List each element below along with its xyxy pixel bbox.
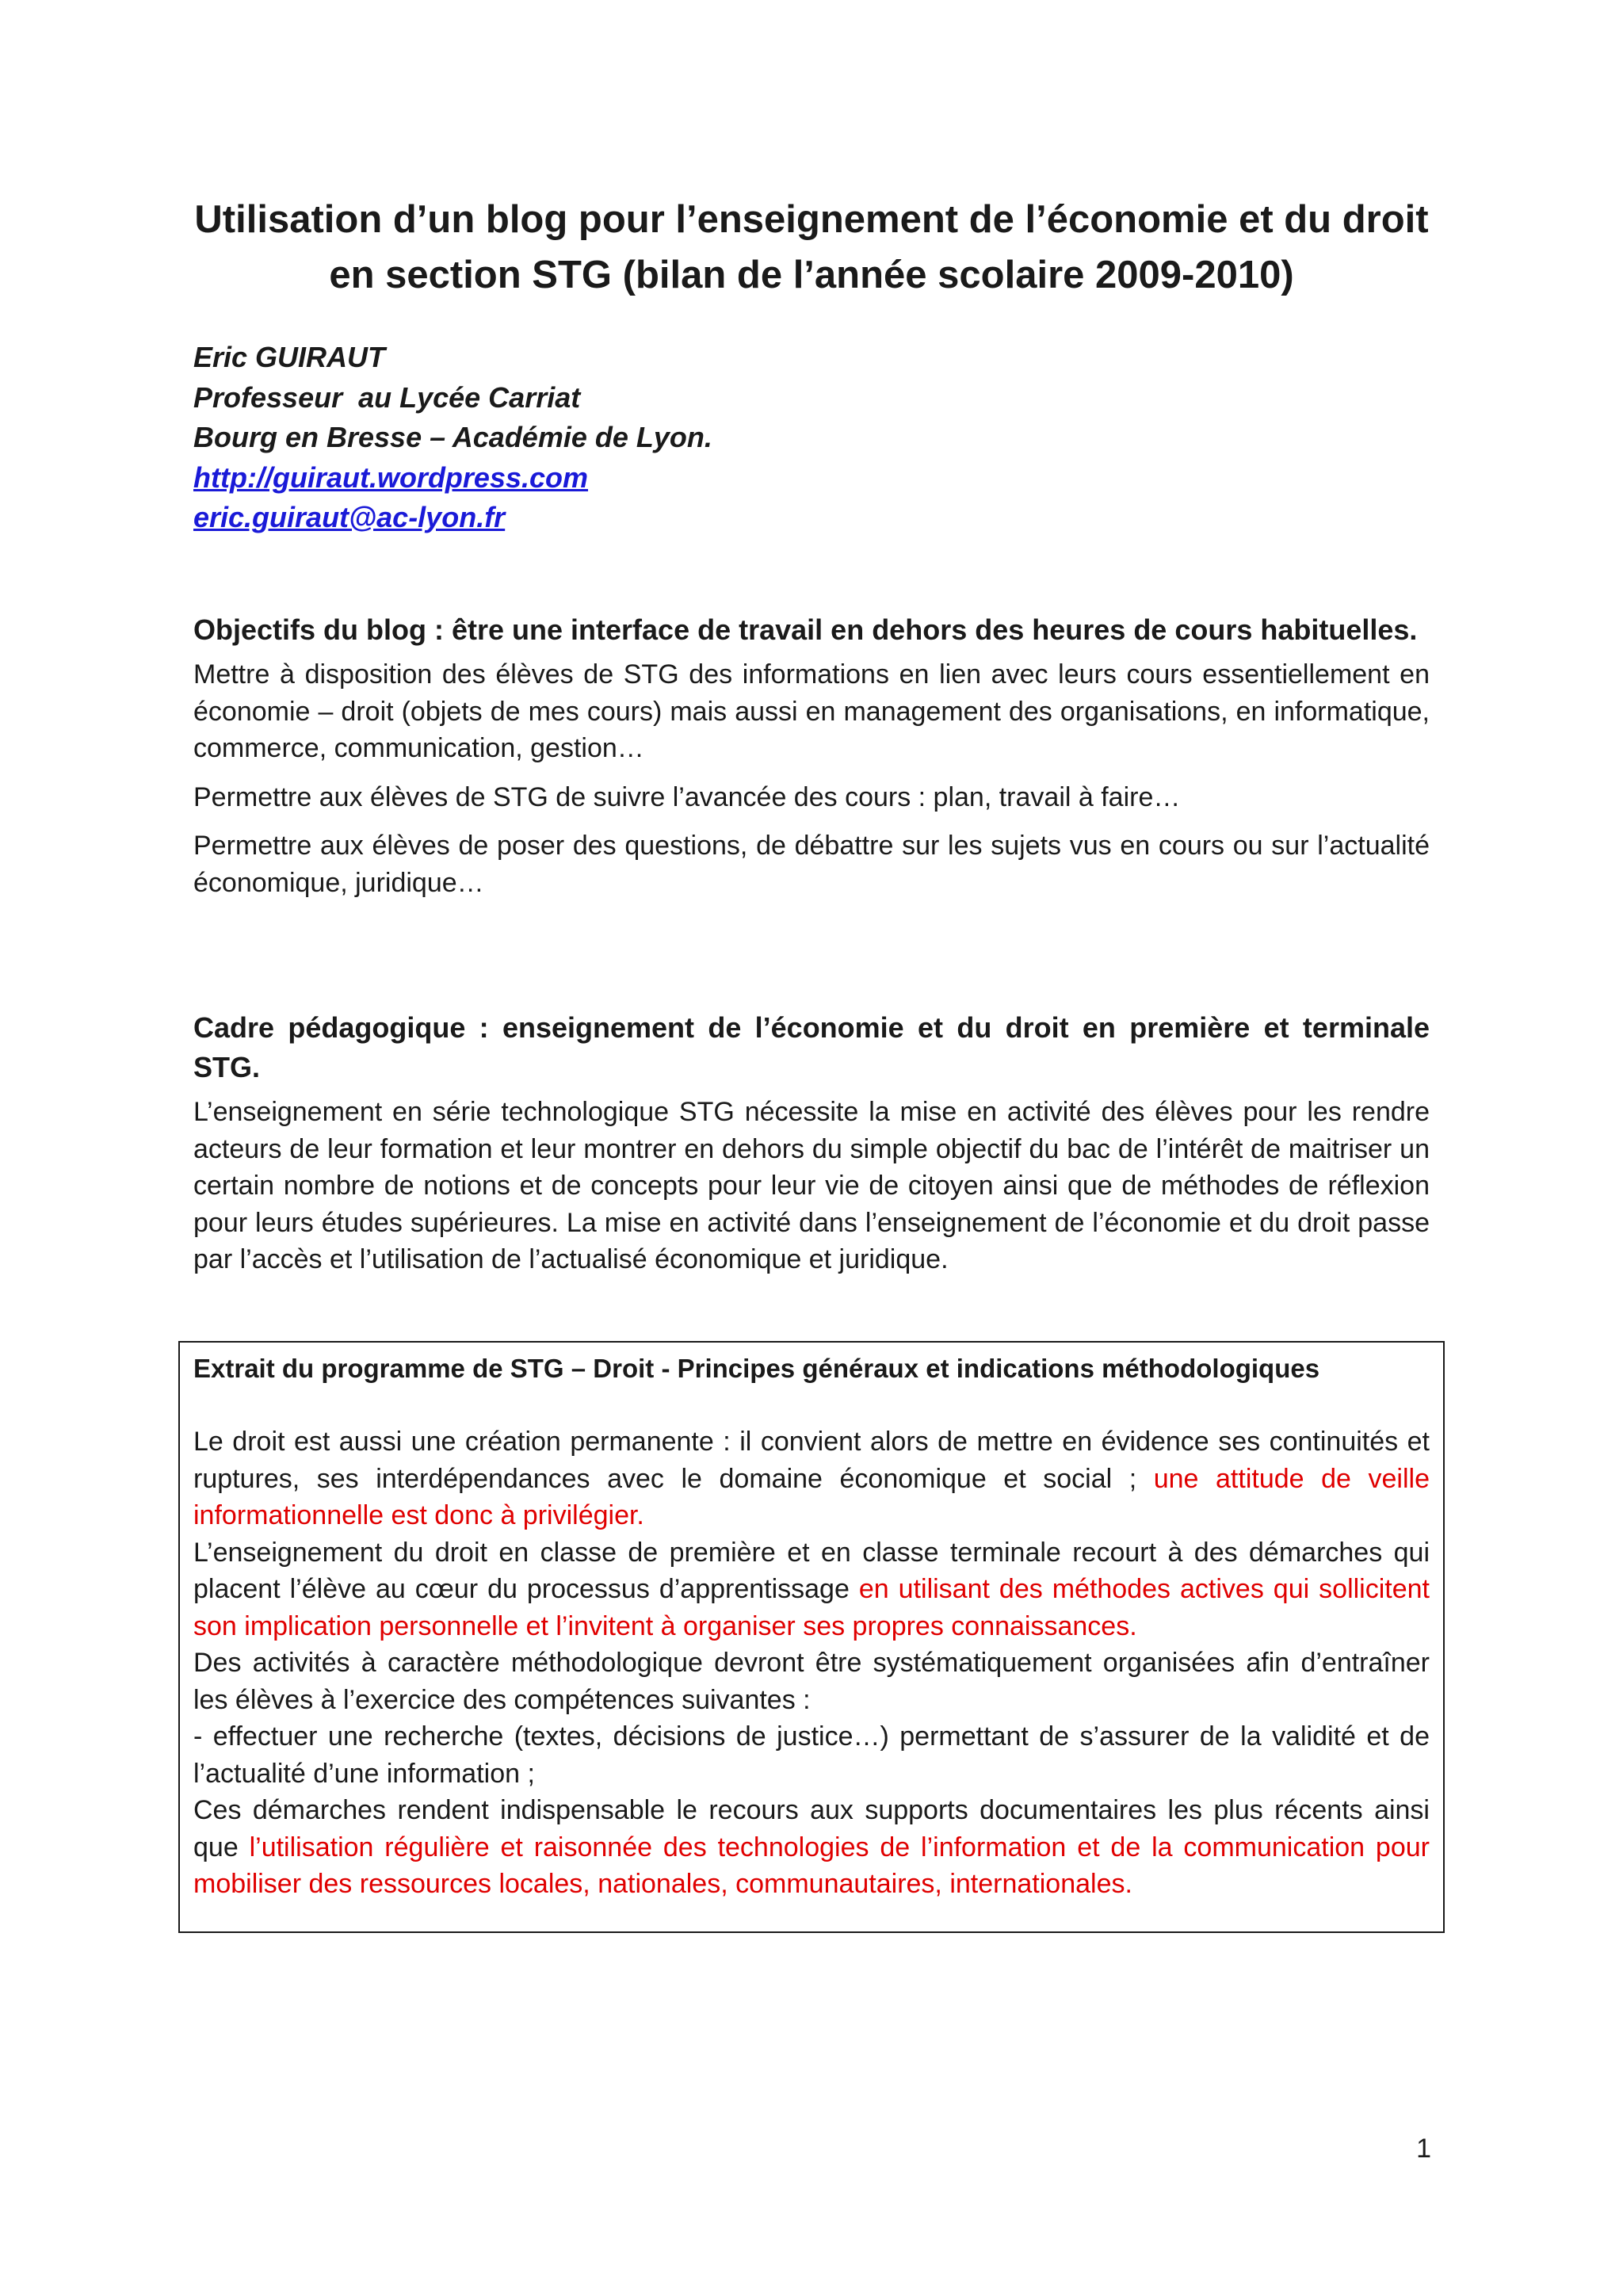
author-email-link[interactable]: eric.guiraut@ac-lyon.fr — [193, 501, 506, 533]
title-line-2: en section STG (bilan de l’année scolaire 2009-2010) — [329, 254, 1294, 296]
cadre-paragraph: L’enseignement en série technologique STG nécessite la mise en activité des élèves pour les rendre acteurs de leur formation et leur montrer en dehors du simple objectif du bac de l’intérêt de maitriser un certain nombre de notions et de concepts pour leur vie de citoyen ainsi que de méthodes de réflexion pour leurs études supérieures. La mise en activité dans l’enseignement de l’économie et du droit passe par l’accès et l’utilisation de l’actualisé économique et juridique. — [193, 1097, 1430, 1274]
objectifs-section — [193, 610, 1430, 901]
objectifs-paragraph: Permettre aux élèves de STG de suivre l’avancée des cours : plan, travail à faire… — [193, 781, 1181, 812]
page-number: 1 — [1416, 2134, 1431, 2164]
extrait-text: Le droit est aussi une création permanente : il convient alors de mettre en évidence ses continuités et ruptures, ses interdépendances avec le domaine économique et social ; — [193, 1427, 1430, 1494]
extrait-paragraph-1 — [193, 1423, 1430, 1534]
extrait-text: Ces démarches rendent indispensable le recours aux supports documentaires les plus récents ainsi que — [193, 1795, 1430, 1862]
extrait-highlight: en utilisant des méthodes actives qui sollicitent son implication personnelle et l’invitent à organiser ses propres connaissances. — [193, 1574, 1430, 1641]
author-block — [193, 338, 712, 538]
extrait-paragraph-5 — [193, 1792, 1430, 1903]
extrait-text: L’enseignement du droit en classe de première et en classe terminale recourt à des démarches qui placent l’élève au cœur du processus d’apprentissage — [193, 1537, 1430, 1604]
title-line-1: Utilisation d’un blog pour l’enseignement de l’économie et du droit — [194, 198, 1429, 241]
extrait-paragraph-4: - effectuer une recherche (textes, décisions de justice…) permettant de s’assurer de la validité et de l’actualité d’une information ; — [193, 1721, 1430, 1789]
author-location: Bourg en Bresse – Académie de Lyon. — [193, 421, 712, 453]
extrait-highlight: l’utilisation régulière et raisonnée des technologies de l’information et de la communication pour mobiliser des ressources locales, nationales, communautaires, internationales. — [193, 1832, 1430, 1899]
author-name: Eric GUIRAUT — [193, 341, 386, 373]
objectifs-paragraph: Permettre aux élèves de poser des questions, de débattre sur les sujets vus en cours ou sur l’actualité économique, juridique… — [193, 831, 1430, 898]
extrait-paragraph-3: Des activités à caractère méthodologique devront être systématiquement organisées afin d’entraîner les élèves à l’exercice des compétences suivantes : — [193, 1648, 1430, 1715]
cadre-section — [193, 1008, 1430, 1278]
extrait-highlight: une attitude de veille informationnelle est donc à privilégier. — [193, 1463, 1430, 1530]
cadre-heading: Cadre pédagogique : enseignement de l’économie et du droit en première et terminale STG. — [193, 1011, 1430, 1083]
objectifs-paragraph: Mettre à disposition des élèves de STG des informations en lien avec leurs cours essentiellement en économie – droit (objets de mes cours) mais aussi en management des organisations, en informatique, commerce, communication, gestion… — [193, 659, 1430, 763]
extrait-paragraph-2 — [193, 1534, 1430, 1645]
extrait-title: Extrait du programme de STG – Droit - Principes généraux et indications méthodologiques — [193, 1354, 1320, 1383]
author-website-link[interactable]: http://guiraut.wordpress.com — [193, 460, 589, 494]
extrait-box — [178, 1341, 1445, 1933]
author-role: Professeur au Lycée Carriat — [193, 380, 581, 414]
document-title — [158, 192, 1465, 303]
objectifs-heading: Objectifs du blog : être une interface de travail en dehors des heures de cours habituelles. — [193, 613, 1418, 646]
